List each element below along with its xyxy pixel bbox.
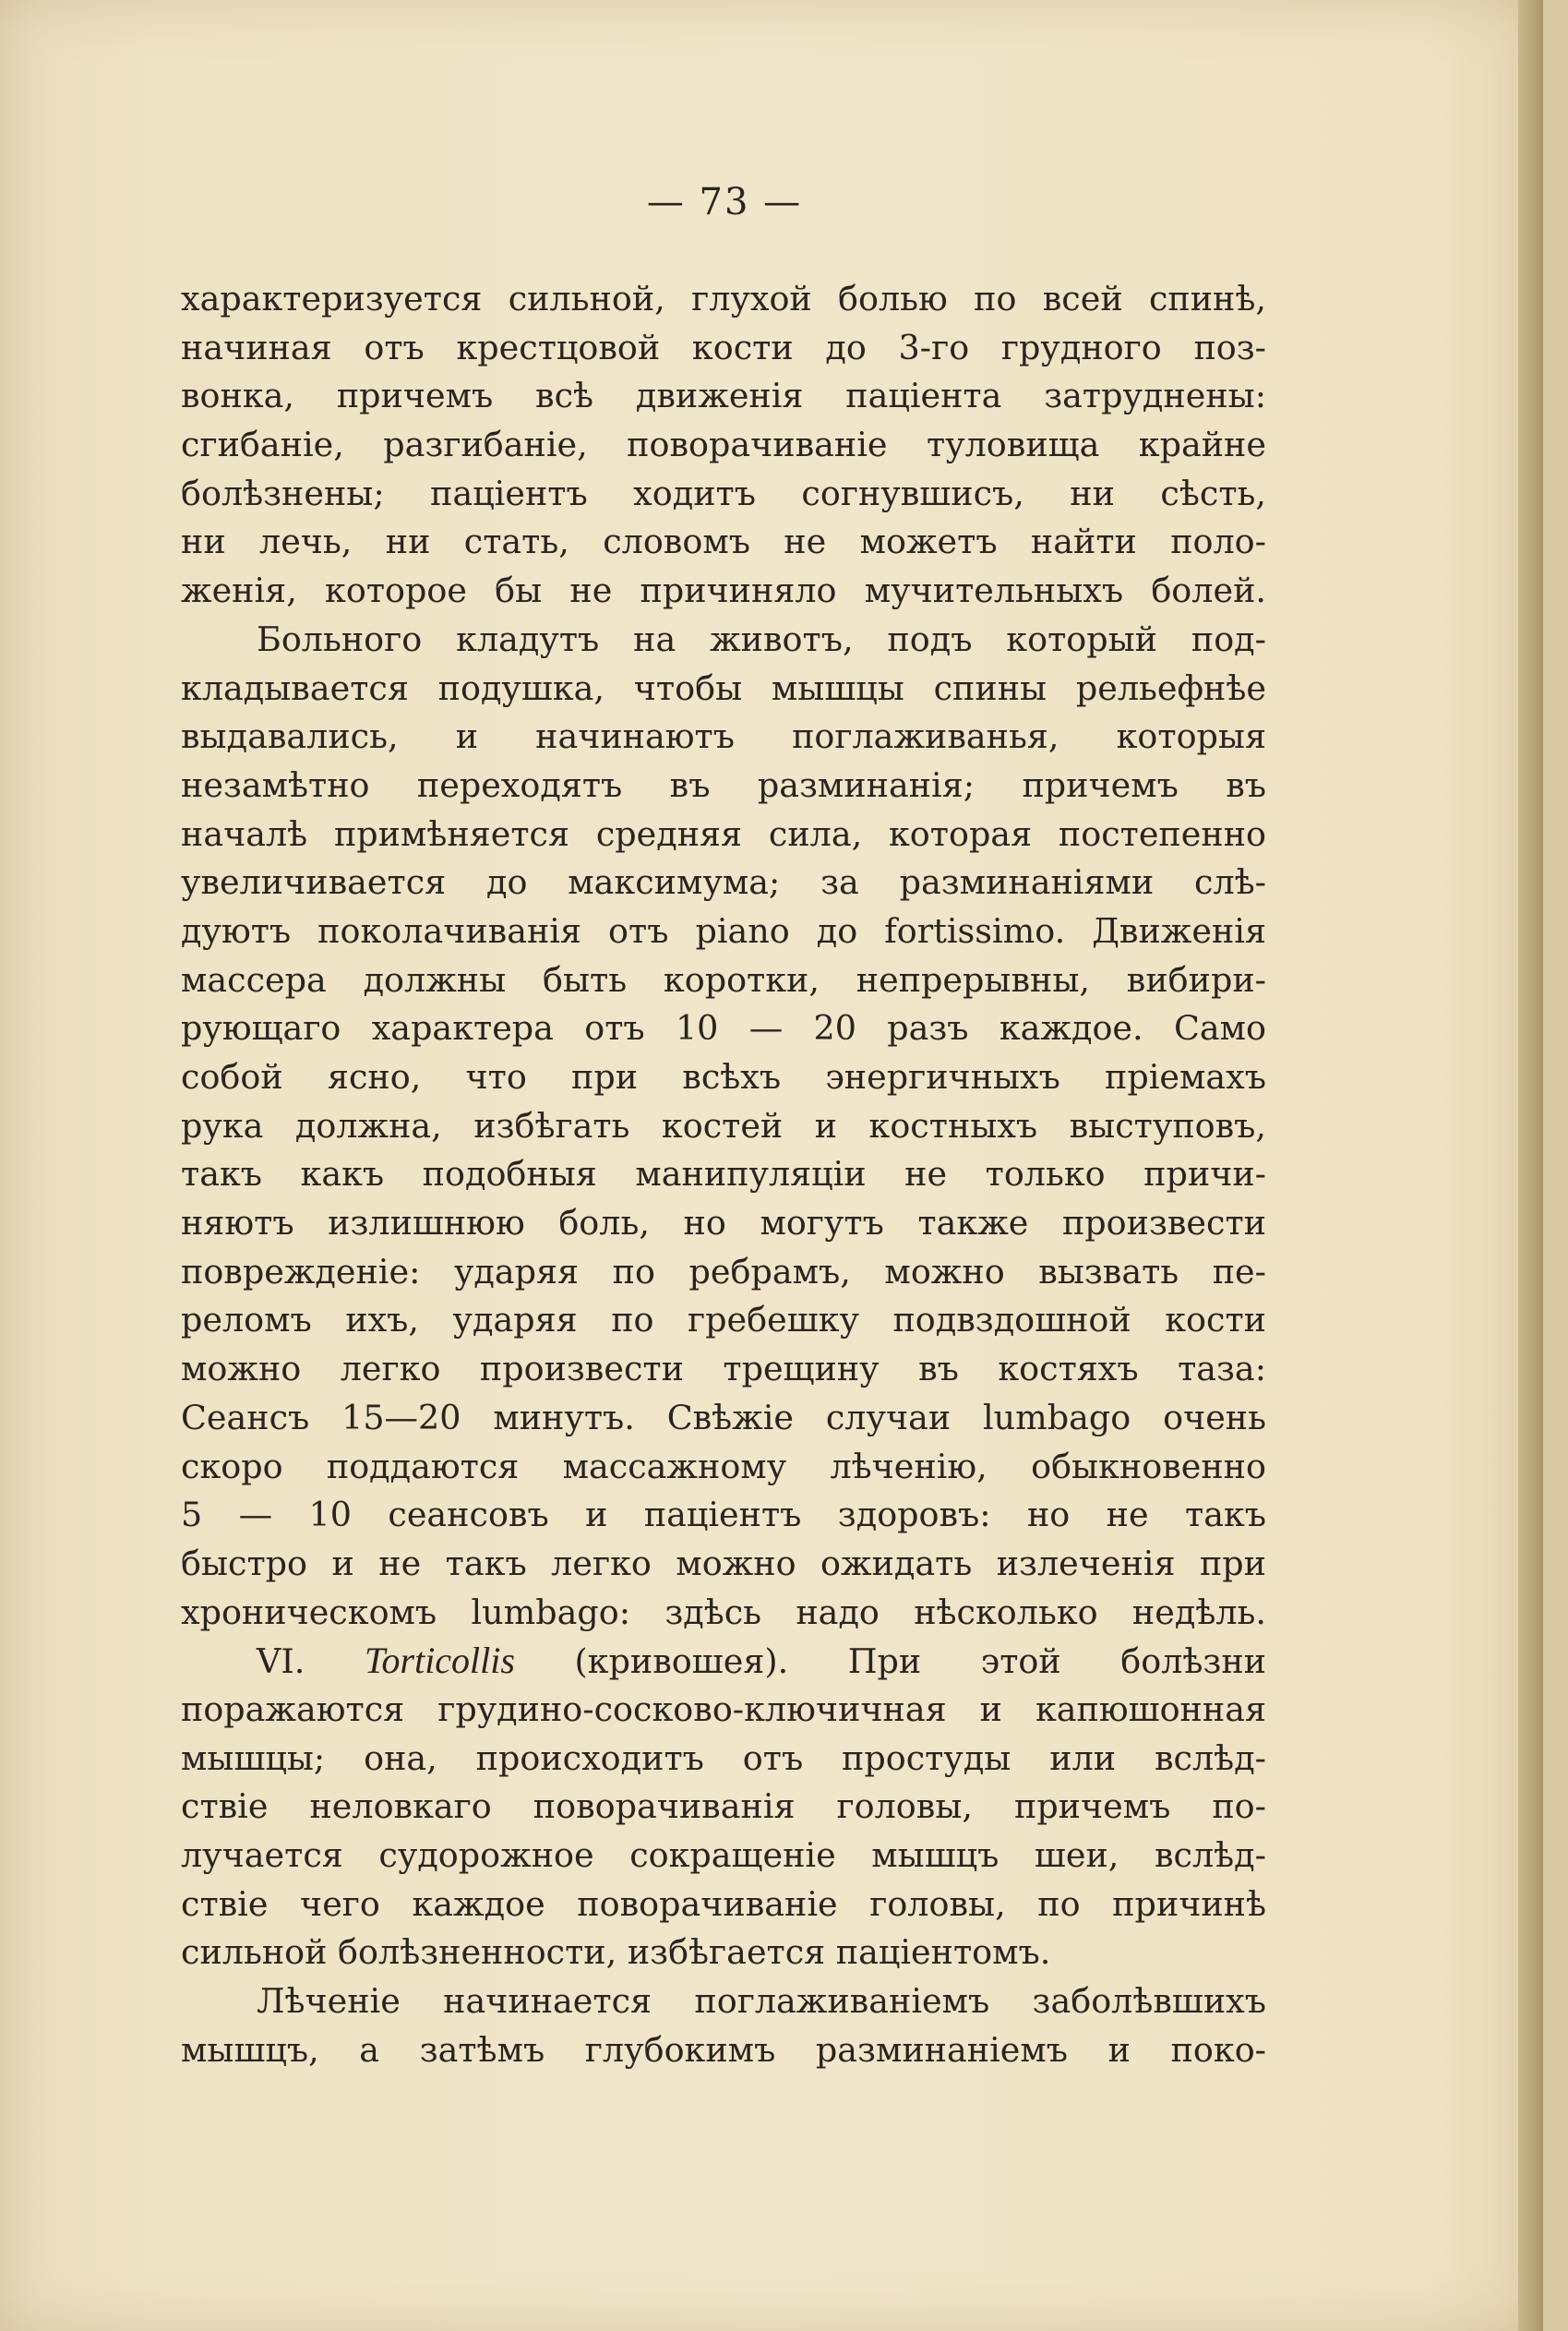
text-line: рука должна, избѣгать костей и костныхъ выступовъ, bbox=[181, 1105, 1266, 1146]
text-line: начиная отъ крестцовой кости до 3-го грудного поз- bbox=[181, 327, 1266, 367]
text-line: поврежденіе: ударяя по ребрамъ, можно вызвать пе- bbox=[181, 1251, 1266, 1292]
text-line: началѣ примѣняется средняя сила, которая постепенно bbox=[181, 813, 1266, 854]
text-line: ствіе чего каждое поворачиваніе головы, по причинѣ bbox=[181, 1883, 1266, 1924]
text-line: вонка, причемъ всѣ движенія паціента затруднены: bbox=[181, 376, 1266, 416]
text-line: Больного кладутъ на животъ, подъ который под- bbox=[257, 619, 1266, 659]
section-heading-rest: (кривошея). При этой болѣзни bbox=[574, 1641, 1266, 1682]
text-line: 5 — 10 сеансовъ и паціентъ здоровъ: но не такъ bbox=[181, 1495, 1266, 1535]
text-line: хроническомъ lumbago: здѣсь надо нѣсколько недѣль. bbox=[181, 1592, 1266, 1632]
text-line: выдавались, и начинаютъ поглаживанья, которыя bbox=[181, 716, 1266, 757]
text-line: быстро и не такъ легко можно ожидать излеченія при bbox=[181, 1543, 1266, 1583]
text-line: характеризуется сильной, глухой болью по всей спинѣ, bbox=[181, 279, 1266, 318]
text-line: мышцъ, а затѣмъ глубокимъ разминаніемъ и поко- bbox=[181, 2029, 1266, 2070]
text-line: такъ какъ подобныя манипуляціи не только причи- bbox=[181, 1154, 1266, 1195]
body-text bbox=[181, 275, 1266, 2074]
text-line: рующаго характера отъ 10 — 20 разъ каждое. Само bbox=[181, 1008, 1266, 1049]
text-line: массера должны быть коротки, непрерывны, вибири- bbox=[181, 959, 1266, 1000]
text-line: дуютъ поколачиванія отъ piano до fortissimo. Движенія bbox=[181, 910, 1266, 951]
text-line: незамѣтно переходятъ въ разминанія; причемъ въ bbox=[181, 764, 1266, 805]
text-line: Сеансъ 15—20 минутъ. Свѣжіе случаи lumbago очень bbox=[181, 1397, 1266, 1437]
page-number: — 73 — bbox=[646, 181, 803, 223]
text-line: сильной болѣзненности, избѣгается паціентомъ. bbox=[181, 1932, 1051, 1973]
text-line: ствіе неловкаго поворачиванія головы, причемъ по- bbox=[181, 1786, 1266, 1827]
text-line: Лѣченіе начинается поглаживаніемъ заболѣвшихъ bbox=[257, 1981, 1266, 2022]
text-line: реломъ ихъ, ударяя по гребешку подвздошной кости bbox=[181, 1300, 1266, 1340]
page-edge bbox=[1518, 0, 1543, 2331]
section-term-italic: Torticollis bbox=[364, 1640, 515, 1682]
text-line: поражаются грудино-сосково-ключичная и капюшонная bbox=[181, 1688, 1266, 1729]
section-number: VI. bbox=[257, 1641, 305, 1682]
text-line: женія, которое бы не причиняло мучительныхъ болей. bbox=[181, 571, 1266, 611]
text-line: мышцы; она, происходитъ отъ простуды или вслѣд- bbox=[181, 1737, 1266, 1778]
text-line: можно легко произвести трещину въ костяхъ таза: bbox=[181, 1349, 1266, 1389]
text-line: ни лечь, ни стать, словомъ не можетъ найти поло- bbox=[181, 522, 1266, 562]
text-line: кладывается подушка, чтобы мышцы спины рельефнѣе bbox=[181, 667, 1266, 708]
text-line: скоро поддаются массажному лѣченію, обыкновенно bbox=[181, 1446, 1266, 1486]
text-line: увеличивается до максимума; за разминаніями слѣ- bbox=[181, 862, 1266, 903]
section-heading-line bbox=[181, 1637, 1266, 1686]
text-line: болѣзнены; паціентъ ходитъ согнувшисъ, ни сѣсть, bbox=[181, 473, 1266, 513]
text-line: няютъ излишнюю боль, но могутъ также произвести bbox=[181, 1203, 1266, 1244]
text-line: сгибаніе, разгибаніе, поворачиваніе туловища крайне bbox=[181, 425, 1266, 465]
text-line: собой ясно, что при всѣхъ энергичныхъ пріемахъ bbox=[181, 1057, 1266, 1097]
text-line: лучается судорожное сокращеніе мышцъ шеи, вслѣд- bbox=[181, 1835, 1266, 1875]
